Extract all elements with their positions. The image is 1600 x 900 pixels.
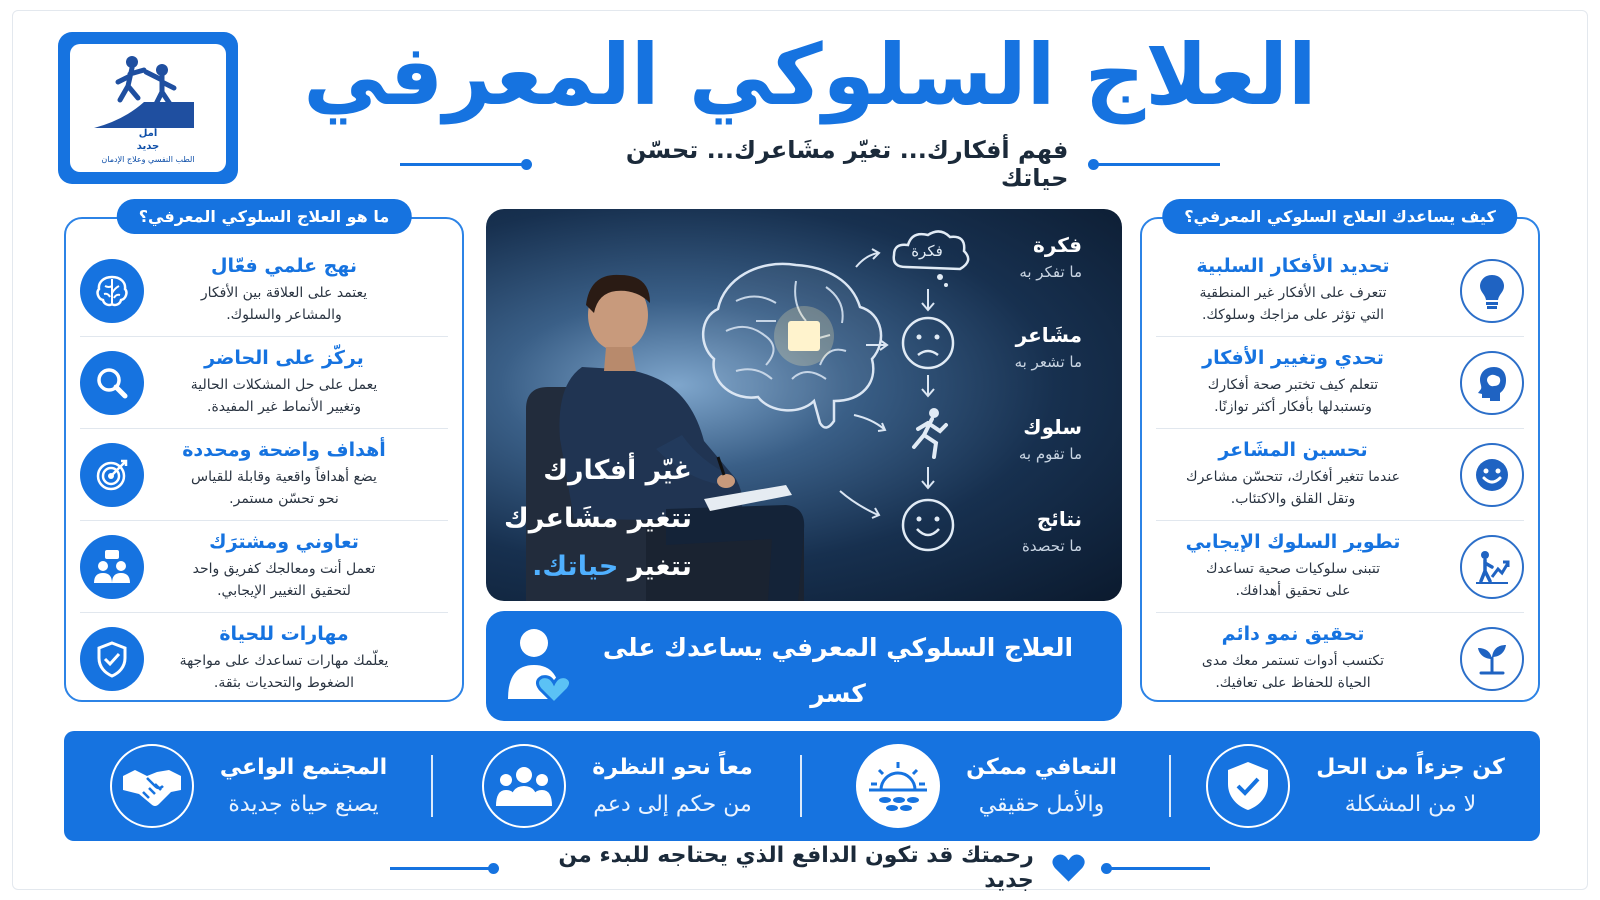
item-title: مهارات للحياة: [219, 623, 349, 646]
item-desc: يعلّمك مهارات تساعدك على مواجهة الضغوط والتحديات بثقة.: [179, 653, 389, 691]
list-item: [1156, 337, 1524, 429]
item-title: تحديد الأفكار السلبية: [1196, 254, 1390, 277]
how-cbt-helps-panel: [1140, 207, 1540, 702]
target-icon: [80, 443, 144, 507]
sunrise-icon: [856, 744, 940, 828]
team-icon: [80, 535, 144, 599]
item-desc: تتعرف على الأفكار غير المنطقية التي تؤثر على مزاجك وسلوكك.: [1199, 284, 1387, 323]
item-desc: تتعلم كيف تختبر صحة أفكارك وتستبدلها بأفكار أكثر توازنًا.: [1207, 376, 1379, 415]
list-item: [80, 613, 448, 705]
logo-card: [70, 44, 226, 172]
flow-step-behavior: سلوك ما تقوم به: [1018, 415, 1082, 463]
list-item: [1156, 245, 1524, 337]
item-desc: يعمل على حل المشكلات الحالية وتغيير الأنماط غير المفيدة.: [190, 376, 378, 415]
footer-row: [390, 843, 1210, 893]
item-title: نهج علمي فعّال: [210, 254, 358, 277]
cloud-label: فكرة: [911, 242, 943, 260]
bar-item: التعافي ممكن والأمل حقيقي: [802, 731, 1171, 841]
handshake-icon: [110, 744, 194, 828]
item-title: تحقيق نمو دائم: [1221, 623, 1365, 646]
sprout-icon: [1460, 627, 1524, 691]
lightbulb-icon: [1460, 259, 1524, 323]
head-brain-icon: [1460, 351, 1524, 415]
cbt-message-box: [486, 611, 1122, 721]
hospital-logo: [58, 32, 238, 184]
smiley-icon: [1460, 443, 1524, 507]
page-title: العلاج السلوكي المعرفي: [303, 26, 1317, 124]
awareness-bar: [64, 731, 1540, 841]
item-title: تعاوني ومشترَك: [209, 530, 359, 553]
magnifier-icon: [80, 351, 144, 415]
bar-item: المجتمع الواعي يصنع حياة جديدة: [64, 731, 433, 841]
message-text: العلاج السلوكي المعرفي يساعدك على كسر: [602, 633, 1074, 708]
page-subtitle: فهم أفكارك... تغيّر مشَاعرك... تحسّن حياتك: [625, 136, 1069, 192]
bar-item: معاً نحو النظرة من حكم إلى دعم: [433, 731, 802, 841]
footer-text: رحمتك قد تكون الدافع الذي يحتاجه للبدء من جديد: [558, 843, 1034, 893]
item-desc: يضع أهدافاً واقعية وقابلة للقياس نحو تحسّن مستمر.: [191, 468, 377, 507]
puzzle-brain: [703, 264, 881, 428]
footer-line-left: [390, 867, 497, 870]
heart-icon: [1052, 853, 1085, 883]
item-title: أهداف واضحة ومحددة: [182, 438, 386, 461]
item-desc: تتبنى سلوكيات صحية تساعدك على تحقيق أهدافك.: [1205, 560, 1381, 599]
item-desc: تعمل أنت ومعالجك كفريق واحد لتحقيق التغيير الإيجابي.: [192, 560, 376, 599]
helping-hand-icon: [84, 50, 204, 130]
list-item: [1156, 429, 1524, 521]
group-icon: [482, 744, 566, 828]
panel-title: ما هو العلاج السلوكي المعرفي؟: [117, 199, 412, 234]
item-desc: يعتمد على العلاقة بين الأفكار والمشاعر والسلوك.: [200, 284, 368, 323]
brain-icon: [80, 259, 144, 323]
panel-title: كيف يساعدك العلاج السلوكي المعرفي؟: [1162, 199, 1517, 234]
shield-check-icon: [1206, 744, 1290, 828]
footer-line-right: [1103, 867, 1210, 870]
list-item: [80, 521, 448, 613]
shield-check-icon: [80, 627, 144, 691]
subtitle-line-right: [1090, 163, 1220, 166]
item-desc: عندما تتغير أفكارك، تتحسّن مشاعرك وتقل القلق والاكتئاب.: [1186, 468, 1400, 507]
person-heart-icon: [504, 625, 574, 707]
cbt-scene-illustration: [486, 209, 1122, 601]
flow-step-feelings: مشَاعر ما تشعر به: [1014, 323, 1082, 371]
item-title: تحسين المشَاعر: [1218, 438, 1368, 461]
item-title: تحدي وتغيير الأفكار: [1202, 346, 1384, 369]
list-item: [1156, 613, 1524, 705]
flow-step-results: نتائج ما تحصدة: [1022, 507, 1082, 555]
item-title: يركّز على الحاضر: [204, 346, 364, 369]
item-desc: تكتسب أدوات تستمر معك مدى الحياة للحفاظ على تعافيك.: [1201, 653, 1385, 691]
subtitle-row: [400, 136, 1220, 192]
list-item: [80, 337, 448, 429]
logo-name: أمل جديد: [136, 128, 160, 152]
list-item: [1156, 521, 1524, 613]
item-title: تطوير السلوك الإيجابي: [1185, 530, 1401, 553]
list-item: [80, 429, 448, 521]
logo-caption: الطب النفسي وعلاج الإدمان: [101, 155, 195, 164]
subtitle-line-left: [400, 163, 530, 166]
scene-quote: غيّر أفكارك تتغير مشَاعرك تتغير حياتك.: [504, 455, 692, 582]
bar-item: كن جزءاً من الحل لا من المشكلة: [1171, 731, 1540, 841]
what-is-cbt-panel: [64, 207, 464, 702]
list-item: [80, 245, 448, 337]
growth-person-icon: [1460, 535, 1524, 599]
flow-step-thought: فكرة ما تفكر به: [1019, 233, 1082, 281]
